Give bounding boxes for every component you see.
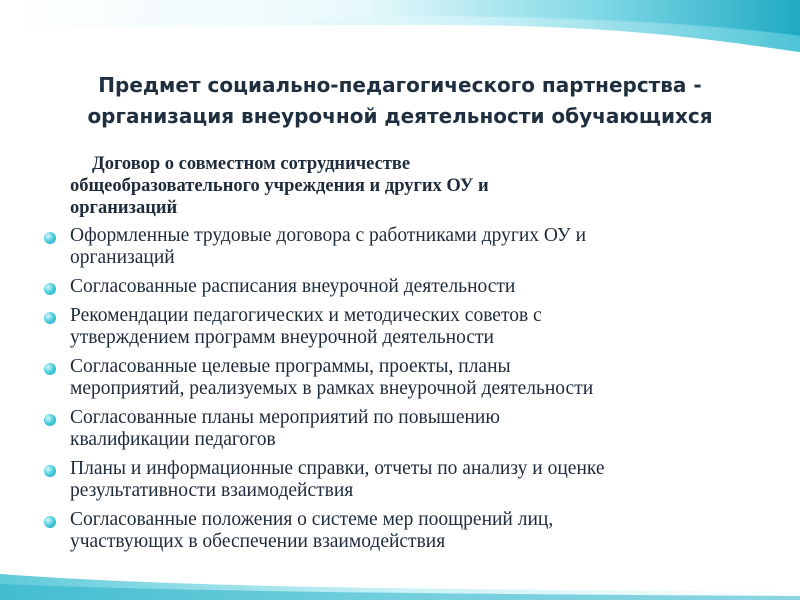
list-item [44, 305, 764, 349]
list-item [44, 509, 764, 553]
slide-title-line: организация внеурочной деятельности обучающихся [87, 104, 713, 128]
slide-title [20, 70, 780, 132]
bullet-icon [44, 363, 56, 375]
intro-line: Договор о совместном сотрудничестве [92, 154, 411, 174]
list-item-line: организаций [70, 247, 175, 268]
list-item-line: участвующих в обеспечении взаимодействия [70, 531, 446, 552]
list-item [44, 276, 764, 298]
list-item [44, 356, 764, 400]
intro-line: общеобразовательного учреждения и других ОУ и [70, 176, 489, 196]
bullet-icon [44, 283, 56, 295]
bullet-icon [44, 414, 56, 426]
list-item-line: Согласованные положения о системе мер поощрений лиц, [70, 509, 554, 530]
list-item [44, 407, 764, 451]
list-item [44, 225, 764, 269]
list-item-line: результативности взаимодействия [70, 480, 354, 501]
slide-body [44, 153, 764, 560]
decorative-wave-bottom [0, 560, 800, 600]
list-item-line: Оформленные трудовые договора с работниками других ОУ и [70, 225, 587, 246]
list-item-line: Планы и информационные справки, отчеты по анализу и оценке [70, 458, 605, 479]
bullet-icon [44, 516, 56, 528]
list-item-line: Рекомендации педагогических и методических советов с [70, 305, 542, 326]
list-item-line: квалификации педагогов [70, 429, 276, 450]
slide-title-line: Предмет социально-педагогического партнерства - [98, 73, 702, 97]
list-item-line: Согласованные планы мероприятий по повышению [70, 407, 500, 428]
bullet-list [44, 225, 764, 553]
bullet-icon [44, 465, 56, 477]
intro-line: организаций [70, 198, 178, 218]
list-item-line: Согласованные целевые программы, проекты, планы [70, 356, 511, 377]
decorative-wave-top [0, 0, 800, 62]
bullet-icon [44, 312, 56, 324]
bullet-icon [44, 232, 56, 244]
list-item [44, 458, 764, 502]
list-item-line: Согласованные расписания внеурочной деятельности [70, 276, 516, 297]
list-item-line: утверждением программ внеурочной деятельности [70, 327, 494, 348]
list-item-line: мероприятий, реализуемых в рамках внеурочной деятельности [70, 378, 594, 399]
intro-paragraph [44, 153, 764, 219]
